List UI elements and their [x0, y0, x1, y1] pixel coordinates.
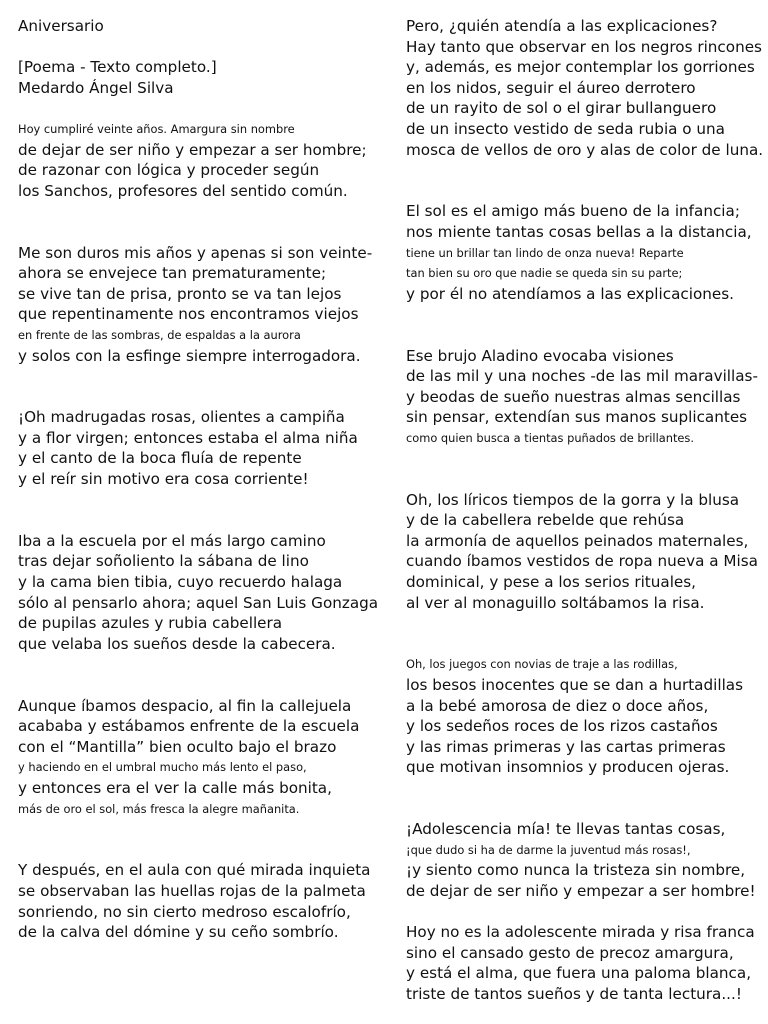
stanza [18, 243, 383, 367]
verse-line: sin pensar, extendían sus manos suplicantes [406, 408, 748, 427]
verse-line: de la calva del dómine y su ceño sombrío. [18, 923, 339, 942]
poem-author: Medardo Ángel Silva [18, 78, 174, 97]
verse-line: y haciendo en el umbral mucho más lento el paso, [18, 760, 307, 775]
stanza [406, 201, 761, 304]
verse-line: Iba a la escuela por el más largo camino [18, 531, 326, 550]
stanza [18, 407, 383, 489]
verse-line: y el canto de la boca fluía de repente [18, 449, 302, 468]
verse-line: Ese brujo Aladino evocaba visiones [406, 346, 674, 365]
poem-subtitle: [Poema - Texto completo.] [18, 58, 217, 77]
verse-line: y entonces era el ver la calle más bonita, [18, 778, 332, 797]
verse-line: ¡Oh madrugadas rosas, olientes a campiña [18, 408, 345, 427]
verse-line: en frente de las sombras, de espaldas a la aurora [18, 327, 301, 342]
stanza [18, 531, 383, 655]
verse-line: y las rimas primeras y las cartas primeras [406, 737, 726, 756]
verse-line: mosca de vellos de oro y alas de color de luna. [406, 140, 764, 159]
stanza [406, 922, 761, 1004]
verse-line: Me son duros mis años y apenas si son veinte- [18, 243, 373, 262]
stanza [406, 819, 761, 901]
verse-line: ¡y siento como nunca la tristeza sin nombre, [406, 861, 746, 880]
stanza [406, 654, 761, 778]
verse-line: Hoy cumpliré veinte años. Amargura sin nombre [18, 121, 295, 136]
verse-line: de las mil y una noches -de las mil maravillas- [406, 367, 758, 386]
verse-line: los Sanchos, profesores del sentido común. [18, 181, 348, 200]
verse-line: sino el cansado gesto de precoz amargura, [406, 943, 734, 962]
stanza [18, 860, 383, 942]
left-column [18, 16, 383, 943]
verse-line: y los sedeños roces de los rizos castaños [406, 717, 718, 736]
verse-line: de un insecto vestido de seda rubia o una [406, 119, 725, 138]
verse-line: Y después, en el aula con qué mirada inquieta [18, 861, 371, 880]
verse-line: se observaban las huellas rojas de la palmeta [18, 881, 366, 900]
verse-line: de dejar de ser niño y empezar a ser hombre! [406, 881, 756, 900]
verse-line: acababa y estábamos enfrente de la escuela [18, 717, 360, 736]
verse-line: más de oro el sol, más fresca la alegre mañanita. [18, 801, 300, 816]
poem-title: Aniversario [18, 17, 104, 35]
verse-line: y está el alma, que fuera una paloma blanca, [406, 964, 752, 983]
verse-line: tan bien su oro que nadie se queda sin su parte; [406, 266, 683, 281]
stanza [18, 696, 383, 820]
verse-line: los besos inocentes que se dan a hurtadillas [406, 676, 744, 694]
verse-line: dominical, y pese a los serios rituales, [406, 573, 697, 592]
verse-line: ahora se envejece tan prematuramente; [18, 264, 327, 283]
verse-line: y por él no atendíamos a las explicaciones. [406, 284, 734, 303]
verse-line: tiene un brillar tan lindo de onza nueva! Reparte [406, 245, 684, 260]
verse-line: Hoy no es la adolescente mirada y risa franca [406, 923, 755, 942]
verse-line: de razonar con lógica y proceder según [18, 161, 320, 180]
verse-line: y la cama bien tibia, cuyo recuerdo halaga [18, 573, 343, 592]
verse-line: de un rayito de sol o el girar bullanguero [406, 99, 717, 118]
stanza [18, 119, 383, 201]
stanza [406, 490, 761, 614]
verse-line: nos miente tantas cosas bellas a la distancia, [406, 222, 752, 241]
verse-line: que motivan insomnios y producen ojeras. [406, 758, 730, 777]
verse-line: y solos con la esfinge siempre interrogadora. [18, 346, 361, 365]
verse-line: la armonía de aquellos peinados maternales, [406, 531, 749, 550]
verse-line: con el “Mantilla” bien oculto bajo el brazo [18, 737, 337, 756]
verse-line: y a flor virgen; entonces estaba el alma niña [18, 428, 358, 447]
verse-line: y el reír sin motivo era cosa corriente! [18, 470, 309, 489]
verse-line: de pupilas azules y rubia cabellera [18, 614, 283, 633]
verse-line: El sol es el amigo más bueno de la infancia; [406, 202, 740, 221]
verse-line: como quien busca a tientas puñados de brillantes. [406, 430, 694, 445]
verse-line: triste de tantos sueños y de tanta lectura...! [406, 984, 742, 1003]
verse-line: que repentinamente nos encontramos viejos [18, 305, 359, 324]
verse-line: sonriendo, no sin cierto medroso escalofrío, [18, 902, 351, 921]
verse-line: sólo al pensarlo ahora; aquel San Luis Gonzaga [18, 593, 379, 612]
verse-line: Oh, los líricos tiempos de la gorra y la blusa [406, 490, 740, 509]
stanza [406, 346, 761, 449]
verse-line: cuando íbamos vestidos de ropa nueva a Misa [406, 552, 758, 571]
verse-line: ¡que dudo si ha de darme la juventud más rosas!, [406, 842, 691, 857]
verse-line: Pero, ¿quién atendía a las explicaciones? [406, 17, 718, 35]
verse-line: ¡Adolescencia mía! te llevas tantas cosas, [406, 820, 726, 839]
verse-line: y beodas de sueño nuestras almas sencillas [406, 387, 741, 406]
verse-line: y de la cabellera rebelde que rehúsa [406, 511, 685, 530]
verse-line: de dejar de ser niño y empezar a ser hombre; [18, 140, 367, 159]
verse-line: a la bebé amorosa de diez o doce años, [406, 696, 709, 715]
verse-line: que velaba los sueños desde la cabecera. [18, 634, 336, 653]
verse-line: se vive tan de prisa, pronto se va tan lejos [18, 284, 342, 303]
verse-line: al ver al monaguillo soltábamos la risa. [406, 593, 705, 612]
verse-line: y, además, es mejor contemplar los gorriones [406, 58, 755, 77]
verse-line: tras dejar soñoliento la sábana de lino [18, 552, 309, 571]
right-column [406, 16, 764, 1005]
verse-line: Oh, los juegos con novias de traje a las rodillas, [406, 657, 678, 672]
stanza [406, 16, 764, 160]
verse-line: en los nidos, seguir el áureo derrotero [406, 78, 696, 97]
verse-line: Aunque íbamos despacio, al fin la callejuela [18, 696, 352, 715]
verse-line: Hay tanto que observar en los negros rincones [406, 37, 762, 56]
